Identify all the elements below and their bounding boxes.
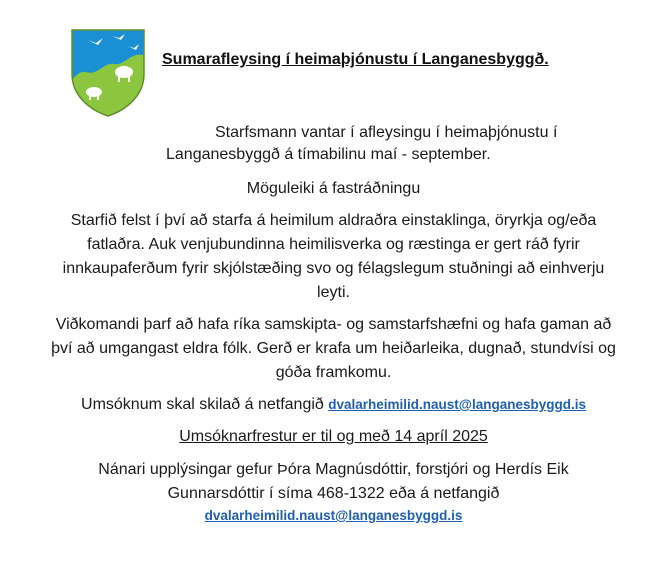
permanent-position-note: Möguleiki á fastráðningu	[246, 180, 421, 197]
intro-line-2: Langanesbyggð á tímabilinu maí - september.	[166, 146, 491, 163]
apply-line	[0, 396, 667, 414]
duties-line-3: innkaupaferðum fyrir skjólstæðing svo og félagslegum stuðningi að einhverju	[62, 260, 605, 277]
requirements-line-1: Viðkomandi þarf að hafa ríka samskipta- og samstarfshæfni og hafa gaman að	[55, 316, 612, 333]
duties-line-1: Starfið felst í því að starfa á heimilum aldraðra einstaklinga, öryrkja og/eða	[70, 212, 597, 229]
info-email-link[interactable]: dvalarheimilid.naust@langanesbyggd.is	[204, 508, 463, 523]
info-line-2: Gunnarsdóttir í síma 468-1322 eða á netfangið	[167, 485, 500, 502]
requirements-line-3: góða framkomu.	[275, 364, 392, 381]
document-title: Sumarafleysing í heimaþjónustu í Langanesbyggð.	[162, 51, 549, 68]
info-email-line	[0, 507, 667, 525]
apply-text: Umsóknum skal skilað á netfangið	[81, 396, 324, 413]
application-deadline: Umsóknarfrestur er til og með 14 apríl 2025	[179, 428, 488, 445]
coat-of-arms-icon	[68, 26, 148, 118]
application-email-link[interactable]: dvalarheimilid.naust@langanesbyggd.is	[328, 397, 586, 412]
intro-line-1: Starfsmann vantar í afleysingu í heimaþjónustu í	[215, 124, 558, 141]
requirements-line-2: því að umgangast eldra fólk. Gerð er krafa um heiðarleika, dugnað, stundvísi og	[51, 340, 616, 357]
duties-line-4: leyti.	[317, 284, 350, 301]
duties-line-2: fatlaðra. Auk venjubundinna heimilisverka og ræstinga er gert ráð fyrir	[87, 236, 580, 253]
info-line-1: Nánari upplýsingar gefur Þóra Magnúsdóttir, forstjóri og Herdís Eik	[98, 461, 569, 478]
